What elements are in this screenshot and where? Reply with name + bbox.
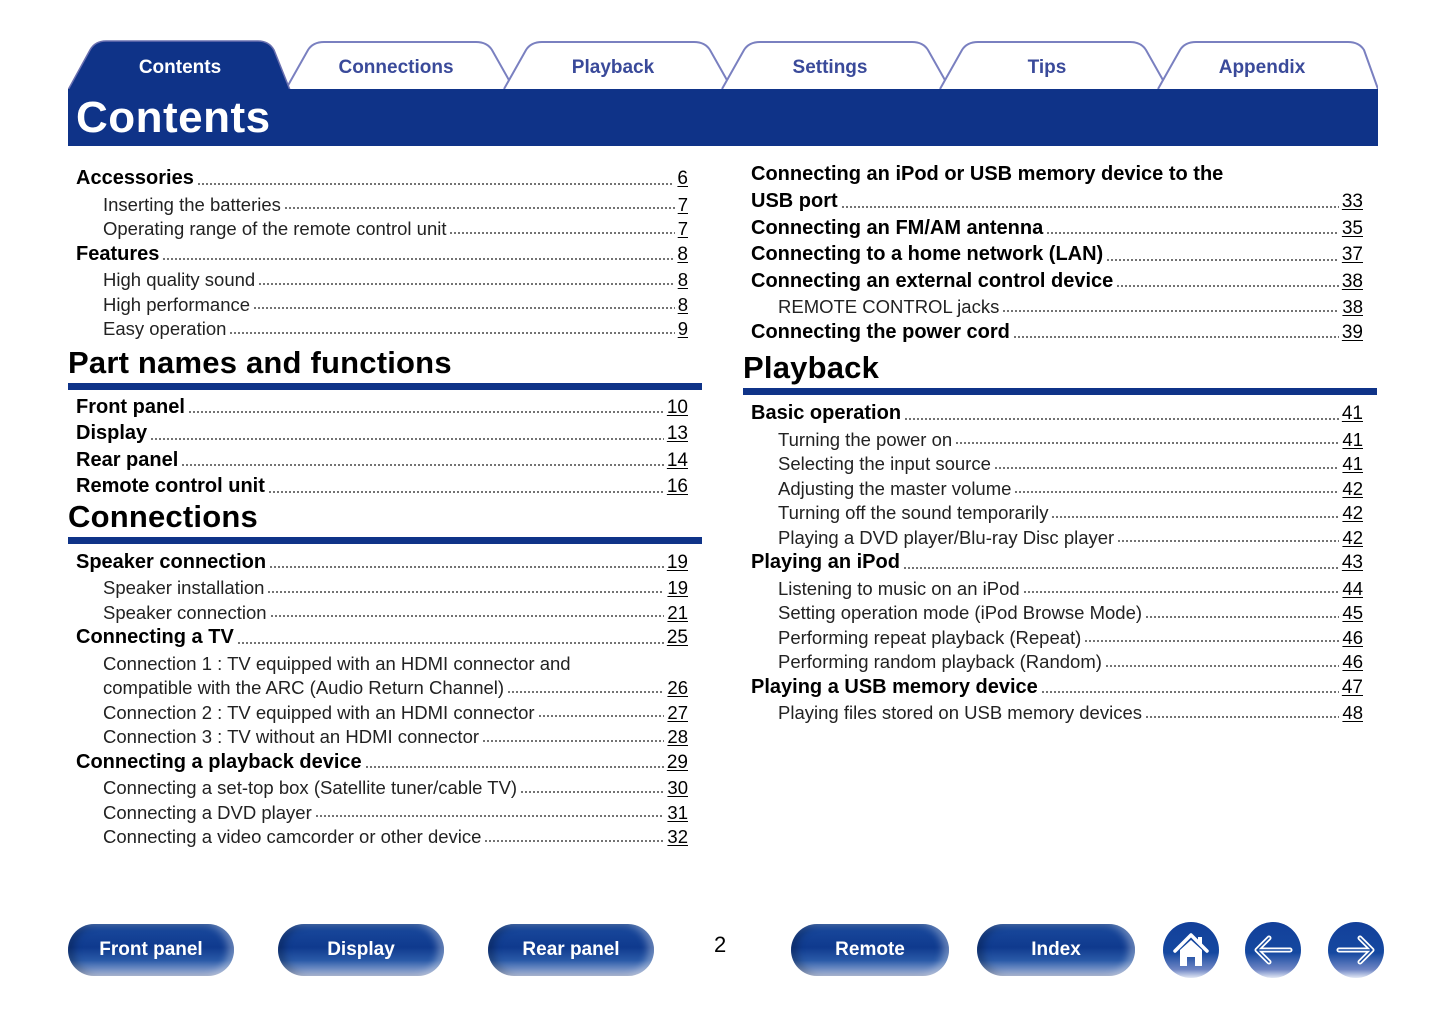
page-link[interactable]: 26 <box>667 677 688 698</box>
page-link[interactable]: 21 <box>667 601 688 623</box>
toc-entry[interactable] <box>68 626 702 653</box>
toc-entry-first-line[interactable]: Connection 1 : TV equipped with an HDMI connector and <box>103 652 571 674</box>
toc-entry-label: Adjusting the master volume <box>778 477 1012 499</box>
page-link[interactable]: 42 <box>1342 502 1363 523</box>
toc-entry[interactable] <box>743 270 1377 297</box>
dot-leader <box>955 442 1339 444</box>
toc-entry-label: Rear panel <box>76 448 179 471</box>
toc-entry-label: Playing files stored on USB memory devices <box>778 702 1142 723</box>
section-title: Connections <box>68 498 258 534</box>
dot-leader <box>994 467 1340 469</box>
toc-entry-label: Connecting an external control device <box>751 269 1114 292</box>
page-link[interactable]: 38 <box>1342 296 1363 317</box>
dot-leader <box>1145 716 1339 718</box>
toc-entry-label: Connecting a video camcorder or other device <box>103 826 482 847</box>
dot-leader <box>270 615 665 617</box>
page-link[interactable]: 25 <box>666 627 688 648</box>
toc-entry[interactable] <box>743 402 1377 429</box>
toc-left-column <box>68 167 702 851</box>
page-link[interactable]: 46 <box>1342 651 1363 672</box>
toc-subentry[interactable] <box>743 651 1377 676</box>
dot-leader <box>258 283 674 285</box>
toc-entry[interactable] <box>743 551 1377 578</box>
dot-leader <box>1014 491 1339 493</box>
dot-leader <box>449 232 674 234</box>
page-link[interactable]: 30 <box>667 777 688 798</box>
dot-leader <box>188 411 664 413</box>
toc-entry-label: Connecting a DVD player <box>103 801 312 823</box>
toc-subentry[interactable] <box>743 627 1377 652</box>
toc-entry-label: Connecting an FM/AM antenna <box>751 216 1044 239</box>
toc-entry-label: Features <box>76 242 160 265</box>
page-link[interactable]: 10 <box>666 396 688 418</box>
toc-subentry[interactable] <box>68 194 702 219</box>
dot-leader <box>267 591 664 593</box>
dot-leader <box>507 691 664 693</box>
display-button[interactable]: Display <box>278 924 444 976</box>
remote-button[interactable]: Remote <box>791 924 949 976</box>
toc-subentry[interactable] <box>68 602 702 627</box>
toc-entry-label: High quality sound <box>103 269 256 290</box>
toc-entry-label: Selecting the input source <box>778 453 991 474</box>
section-title: Playback <box>743 350 880 385</box>
dot-leader <box>268 491 664 493</box>
page-link[interactable]: 43 <box>1341 552 1363 573</box>
toc-entry-label: Inserting the batteries <box>103 193 281 215</box>
index-button[interactable]: Index <box>977 924 1135 976</box>
dot-leader <box>484 840 664 842</box>
toc-entry-label: Easy operation <box>103 318 227 339</box>
page-link[interactable]: 14 <box>666 449 688 471</box>
page-link[interactable]: 27 <box>667 701 688 723</box>
front-panel-button[interactable]: Front panel <box>68 924 234 976</box>
page-link[interactable]: 7 <box>677 218 688 239</box>
dot-leader <box>1002 310 1339 312</box>
dot-leader <box>1145 616 1339 618</box>
toc-entry-label: Front panel <box>76 395 185 418</box>
toc-entry-label: Display <box>76 422 148 444</box>
page-link[interactable]: 8 <box>677 293 688 315</box>
dot-leader <box>1106 259 1339 261</box>
toc-entry-label: Turning the power on <box>778 428 953 450</box>
dot-leader <box>904 418 1339 420</box>
section-rule <box>68 537 702 544</box>
header-band <box>68 89 1378 146</box>
toc-entry-label: Listening to music on an iPod <box>778 577 1020 599</box>
toc-subentry[interactable] <box>68 269 702 294</box>
toc-entry[interactable] <box>68 243 702 270</box>
toc-entry-label: Connection 2 : TV equipped with an HDMI connector <box>103 701 535 723</box>
page-link[interactable]: 48 <box>1342 702 1363 723</box>
rear-panel-button[interactable]: Rear panel <box>488 924 654 976</box>
toc-subentry[interactable] <box>743 578 1377 603</box>
page-link[interactable]: 29 <box>666 751 688 773</box>
section-rule <box>68 383 702 390</box>
tab-connections[interactable]: Connections <box>338 57 454 78</box>
page-link[interactable]: 7 <box>677 193 688 215</box>
page-link[interactable]: 8 <box>677 269 688 290</box>
dot-leader <box>229 332 674 334</box>
toc-right-column <box>743 163 1377 727</box>
toc-subentry[interactable] <box>68 577 702 602</box>
toc-entry-label: Remote control unit <box>76 475 265 497</box>
toc-subentry[interactable] <box>68 826 702 851</box>
page-link[interactable]: 6 <box>677 168 688 189</box>
section-tabs <box>68 40 1378 90</box>
dot-leader <box>903 567 1339 569</box>
toc-entry-first-line[interactable]: Connecting an iPod or USB memory device to the <box>751 163 1224 185</box>
page-link[interactable]: 45 <box>1342 602 1363 623</box>
page-link[interactable]: 42 <box>1342 477 1363 499</box>
page-link[interactable]: 47 <box>1341 676 1363 698</box>
dot-leader <box>162 258 674 260</box>
forward-button[interactable] <box>1328 922 1384 978</box>
dot-leader <box>284 207 675 209</box>
toc-subentry[interactable] <box>743 602 1377 627</box>
page-link[interactable]: 39 <box>1341 321 1363 343</box>
dot-leader <box>181 464 664 466</box>
toc-entry[interactable] <box>743 243 1377 270</box>
dot-leader <box>1046 232 1339 234</box>
tab-playback[interactable]: Playback <box>571 57 655 78</box>
toc-entry-label: Connecting to a home network (LAN) <box>751 243 1104 265</box>
section-title: Part names and functions <box>68 344 452 380</box>
toc-entry-label: Basic operation <box>751 402 902 424</box>
toc-group-intro <box>68 167 702 343</box>
page-link[interactable]: 8 <box>677 243 688 265</box>
dot-leader <box>1117 540 1339 542</box>
page-link[interactable]: 13 <box>666 423 688 444</box>
tab-appendix[interactable]: Appendix <box>1218 57 1306 78</box>
section-heading-connections <box>68 500 702 544</box>
page-link[interactable]: 41 <box>1342 428 1363 450</box>
page-title: Contents <box>76 93 271 142</box>
toc-entry-label: Connecting the power cord <box>751 320 1010 343</box>
toc-entry-label: Speaker connection <box>103 601 267 623</box>
toc-entry-label: Performing random playback (Random) <box>778 651 1102 672</box>
toc-entry-label: Operating range of the remote control unit <box>103 218 447 239</box>
page-link[interactable]: 31 <box>667 801 688 823</box>
toc-entry-label: High performance <box>103 293 251 315</box>
toc-entry[interactable] <box>743 190 1377 217</box>
toc-entry-label: Setting operation mode (iPod Browse Mode) <box>778 602 1143 623</box>
toc-subentry[interactable] <box>743 453 1377 478</box>
toc-subentry[interactable] <box>743 702 1377 727</box>
toc-subentry[interactable] <box>743 502 1377 527</box>
page-link[interactable]: 19 <box>667 577 688 598</box>
dot-leader <box>365 766 664 768</box>
toc-entry-label: Accessories <box>76 167 194 189</box>
toc-subentry[interactable] <box>68 294 702 319</box>
tab-tips[interactable]: Tips <box>1027 57 1067 78</box>
toc-entry-label: Playing a USB memory device <box>751 675 1038 698</box>
toc-subentry[interactable] <box>743 527 1377 552</box>
toc-entry[interactable] <box>743 217 1377 244</box>
dot-leader <box>1023 591 1340 593</box>
toc-subentry[interactable] <box>68 318 702 343</box>
toc-entry-label: Turning off the sound temporarily <box>778 502 1049 523</box>
arrow-left-icon <box>1253 935 1293 965</box>
toc-subentry[interactable] <box>68 802 702 827</box>
toc-entry-label: USB port <box>751 190 838 212</box>
toc-group-part-names <box>68 396 702 502</box>
page-number: 2 <box>714 932 727 957</box>
page-link[interactable]: 37 <box>1341 244 1363 265</box>
page-link[interactable]: 32 <box>667 826 688 847</box>
page-link[interactable]: 44 <box>1342 577 1363 599</box>
section-heading-part-names <box>68 346 702 390</box>
toc-subentry[interactable] <box>68 726 702 751</box>
dot-leader <box>1051 516 1339 518</box>
dot-leader <box>1105 665 1340 667</box>
dot-leader <box>1013 336 1339 338</box>
page-link[interactable]: 19 <box>666 551 688 573</box>
toc-entry[interactable] <box>68 751 702 778</box>
dot-leader <box>269 566 664 568</box>
toc-entry-label: Performing repeat playback (Repeat) <box>778 626 1082 648</box>
toc-entry[interactable] <box>68 396 702 423</box>
toc-entry-label: Connecting a playback device <box>76 750 362 773</box>
toc-subentry[interactable] <box>68 677 702 702</box>
page-link[interactable]: 42 <box>1342 526 1363 548</box>
toc-entry[interactable] <box>743 321 1377 348</box>
toc-entry-label: Connecting a TV <box>76 626 234 648</box>
toc-entry-label: REMOTE CONTROL jacks <box>778 296 1000 317</box>
toc-subentry[interactable] <box>743 429 1377 454</box>
toc-subentry[interactable] <box>743 296 1377 321</box>
toc-group-connections <box>68 551 702 851</box>
arrow-right-icon <box>1336 935 1376 965</box>
dot-leader <box>1084 640 1339 642</box>
toc-group-playback <box>743 402 1377 727</box>
page-link[interactable]: 35 <box>1341 217 1363 239</box>
dot-leader <box>520 791 664 793</box>
page-link[interactable]: 41 <box>1342 453 1363 474</box>
toc-subentry[interactable] <box>68 777 702 802</box>
page-link[interactable]: 33 <box>1341 191 1363 212</box>
dot-leader <box>315 815 665 817</box>
toc-subentry[interactable] <box>743 478 1377 503</box>
dot-leader <box>1041 691 1339 693</box>
toc-entry-label: compatible with the ARC (Audio Return Channel) <box>103 677 505 698</box>
back-button[interactable] <box>1245 922 1301 978</box>
toc-entry-label: Connection 3 : TV without an HDMI connector <box>103 726 480 747</box>
dot-leader <box>150 438 664 440</box>
toc-entry[interactable] <box>68 422 702 449</box>
dot-leader <box>237 642 664 644</box>
section-heading-playback <box>743 351 1377 395</box>
dot-leader <box>1116 285 1339 287</box>
dot-leader <box>841 206 1339 208</box>
home-icon <box>1171 930 1211 970</box>
page-link[interactable]: 9 <box>677 318 688 339</box>
toc-entry-label: Connecting a set-top box (Satellite tuner/cable TV) <box>103 777 518 798</box>
toc-subentry[interactable] <box>68 702 702 727</box>
toc-entry-label: Playing a DVD player/Blu-ray Disc player <box>778 526 1115 548</box>
page-link[interactable]: 41 <box>1341 403 1363 424</box>
toc-entry[interactable] <box>68 551 702 578</box>
page-link[interactable]: 38 <box>1341 270 1363 292</box>
page-link[interactable]: 16 <box>666 476 688 497</box>
home-button[interactable] <box>1163 922 1219 978</box>
dot-leader <box>538 715 665 717</box>
dot-leader <box>253 307 675 309</box>
toc-group-connections-continued <box>743 163 1377 347</box>
tab-settings[interactable]: Settings <box>792 57 868 78</box>
dot-leader <box>482 740 664 742</box>
toc-entry-label: Speaker installation <box>103 577 265 598</box>
section-rule <box>743 388 1377 395</box>
dot-leader <box>197 183 675 185</box>
page-link[interactable]: 46 <box>1342 626 1363 648</box>
toc-entry-label: Speaker connection <box>76 550 267 573</box>
toc-subentry[interactable] <box>68 218 702 243</box>
toc-entry[interactable] <box>68 449 702 476</box>
toc-entry[interactable] <box>68 167 702 194</box>
tab-contents[interactable]: Contents <box>138 57 222 78</box>
page-link[interactable]: 28 <box>667 726 688 747</box>
toc-entry[interactable] <box>743 676 1377 703</box>
toc-entry-label: Playing an iPod <box>751 551 900 573</box>
